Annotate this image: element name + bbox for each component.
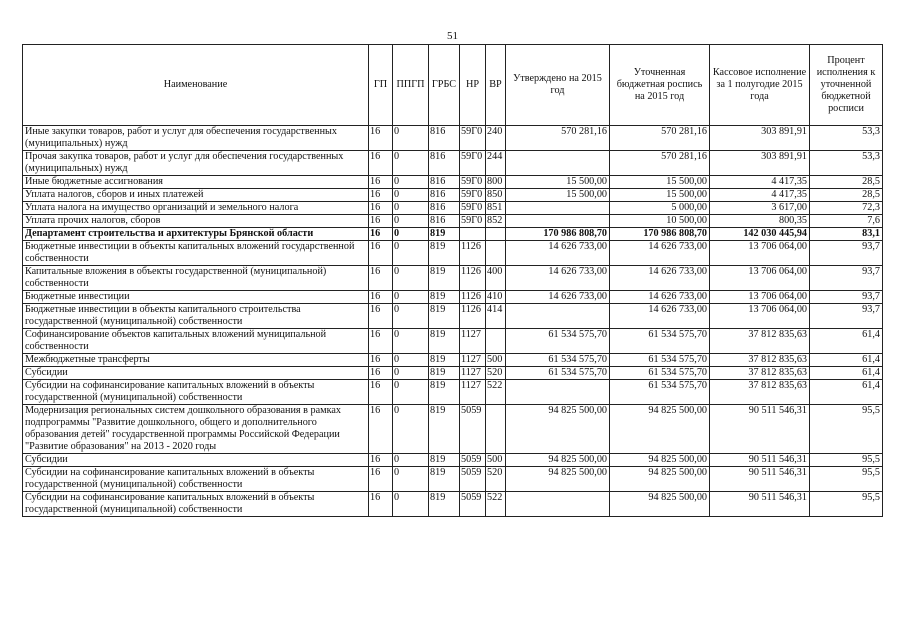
cell-vr: 520: [486, 467, 506, 492]
cell-gp: 16: [369, 189, 393, 202]
cell-approved: [506, 492, 610, 517]
cell-approved: 94 825 500,00: [506, 454, 610, 467]
cell-approved: 15 500,00: [506, 189, 610, 202]
cell-ppgp: 0: [393, 380, 429, 405]
header-grbs: ГРБС: [429, 45, 460, 126]
cell-name: Модернизация региональных систем дошкольного образования в рамках подпрограммы "Развитие дошкольного, общего и дополнительного образования детей" государственной программы Российской Федерации "Развитие образования" на 2013 - 2020 годы: [23, 405, 369, 454]
cell-vr: 852: [486, 215, 506, 228]
table-row: [23, 215, 883, 228]
cell-approved: [506, 380, 610, 405]
cell-approved: 14 626 733,00: [506, 241, 610, 266]
cell-ppgp: 0: [393, 304, 429, 329]
cell-name: Софинансирование объектов капитальных вложений муниципальной собственности: [23, 329, 369, 354]
cell-cash: 90 511 546,31: [710, 454, 810, 467]
table-body: [23, 126, 883, 517]
cell-ppgp: 0: [393, 492, 429, 517]
cell-refined: 15 500,00: [610, 176, 710, 189]
cell-gp: 16: [369, 354, 393, 367]
cell-gp: 16: [369, 241, 393, 266]
cell-grbs: 819: [429, 454, 460, 467]
cell-approved: 14 626 733,00: [506, 291, 610, 304]
cell-name: Уплата прочих налогов, сборов: [23, 215, 369, 228]
cell-name: Субсидии на софинансирование капитальных вложений в объекты государственной (муниципальной) собственности: [23, 492, 369, 517]
cell-approved: 14 626 733,00: [506, 266, 610, 291]
table-row: [23, 454, 883, 467]
cell-refined: 14 626 733,00: [610, 291, 710, 304]
cell-vr: 410: [486, 291, 506, 304]
cell-cash: 13 706 064,00: [710, 304, 810, 329]
cell-gp: 16: [369, 405, 393, 454]
header-vr: ВР: [486, 45, 506, 126]
cell-nr: 5059: [460, 492, 486, 517]
cell-cash: 37 812 835,63: [710, 329, 810, 354]
cell-name: Департамент строительства и архитектуры Брянской области: [23, 228, 369, 241]
cell-percent: 83,1: [810, 228, 883, 241]
cell-name: Уплата налога на имущество организаций и земельного налога: [23, 202, 369, 215]
cell-vr: [486, 228, 506, 241]
cell-ppgp: 0: [393, 241, 429, 266]
table-row: [23, 492, 883, 517]
cell-ppgp: 0: [393, 405, 429, 454]
cell-refined: 10 500,00: [610, 215, 710, 228]
cell-refined: 170 986 808,70: [610, 228, 710, 241]
cell-gp: 16: [369, 380, 393, 405]
cell-vr: [486, 241, 506, 266]
cell-grbs: 819: [429, 367, 460, 380]
cell-percent: 95,5: [810, 467, 883, 492]
cell-nr: 1126: [460, 241, 486, 266]
table-row: [23, 354, 883, 367]
cell-nr: 1127: [460, 380, 486, 405]
cell-cash: 142 030 445,94: [710, 228, 810, 241]
cell-approved: 61 534 575,70: [506, 329, 610, 354]
cell-ppgp: 0: [393, 367, 429, 380]
table-row: [23, 189, 883, 202]
cell-name: Межбюджетные трансферты: [23, 354, 369, 367]
cell-refined: 14 626 733,00: [610, 241, 710, 266]
table-row: [23, 228, 883, 241]
cell-grbs: 819: [429, 467, 460, 492]
cell-vr: 520: [486, 367, 506, 380]
cell-refined: 94 825 500,00: [610, 492, 710, 517]
cell-nr: 5059: [460, 405, 486, 454]
cell-nr: 59Г0: [460, 215, 486, 228]
cell-percent: 72,3: [810, 202, 883, 215]
cell-nr: 1126: [460, 266, 486, 291]
cell-cash: 3 617,00: [710, 202, 810, 215]
cell-approved: 94 825 500,00: [506, 467, 610, 492]
table-row: [23, 367, 883, 380]
cell-vr: 850: [486, 189, 506, 202]
cell-nr: 59Г0: [460, 176, 486, 189]
cell-ppgp: 0: [393, 215, 429, 228]
cell-cash: 37 812 835,63: [710, 367, 810, 380]
cell-refined: 61 534 575,70: [610, 367, 710, 380]
cell-percent: 61,4: [810, 329, 883, 354]
cell-refined: 15 500,00: [610, 189, 710, 202]
cell-name: Иные бюджетные ассигнования: [23, 176, 369, 189]
cell-gp: 16: [369, 228, 393, 241]
cell-percent: 95,5: [810, 454, 883, 467]
table-row: [23, 241, 883, 266]
cell-grbs: 816: [429, 151, 460, 176]
cell-grbs: 819: [429, 492, 460, 517]
cell-nr: 59Г0: [460, 126, 486, 151]
cell-ppgp: 0: [393, 202, 429, 215]
cell-approved: 61 534 575,70: [506, 354, 610, 367]
cell-vr: 400: [486, 266, 506, 291]
cell-percent: 95,5: [810, 492, 883, 517]
cell-grbs: 819: [429, 266, 460, 291]
cell-grbs: 819: [429, 405, 460, 454]
table-row: [23, 202, 883, 215]
table-row: [23, 329, 883, 354]
cell-name: Прочая закупка товаров, работ и услуг для обеспечения государственных (муниципальных) нужд: [23, 151, 369, 176]
cell-approved: [506, 151, 610, 176]
cell-grbs: 816: [429, 215, 460, 228]
cell-name: Иные закупки товаров, работ и услуг для обеспечения государственных (муниципальных) нужд: [23, 126, 369, 151]
cell-nr: 1126: [460, 291, 486, 304]
cell-percent: 28,5: [810, 176, 883, 189]
cell-percent: 93,7: [810, 304, 883, 329]
table-row: [23, 380, 883, 405]
cell-name: Субсидии: [23, 367, 369, 380]
cell-percent: 61,4: [810, 367, 883, 380]
cell-nr: 1127: [460, 367, 486, 380]
cell-approved: 170 986 808,70: [506, 228, 610, 241]
cell-cash: 13 706 064,00: [710, 266, 810, 291]
cell-name: Субсидии на софинансирование капитальных вложений в объекты государственной (муниципальной) собственности: [23, 380, 369, 405]
cell-cash: 800,35: [710, 215, 810, 228]
cell-refined: 94 825 500,00: [610, 454, 710, 467]
cell-nr: 1127: [460, 354, 486, 367]
cell-ppgp: 0: [393, 151, 429, 176]
header-approved: Утверждено на 2015 год: [506, 45, 610, 126]
cell-ppgp: 0: [393, 126, 429, 151]
cell-grbs: 816: [429, 126, 460, 151]
cell-cash: 4 417,35: [710, 189, 810, 202]
header-percent: Процент исполнения к уточненной бюджетной росписи: [810, 45, 883, 126]
cell-ppgp: 0: [393, 176, 429, 189]
cell-name: Бюджетные инвестиции: [23, 291, 369, 304]
cell-grbs: 816: [429, 189, 460, 202]
cell-gp: 16: [369, 492, 393, 517]
cell-percent: 28,5: [810, 189, 883, 202]
cell-cash: 90 511 546,31: [710, 492, 810, 517]
cell-cash: 37 812 835,63: [710, 354, 810, 367]
cell-vr: 851: [486, 202, 506, 215]
cell-approved: 61 534 575,70: [506, 367, 610, 380]
cell-ppgp: 0: [393, 189, 429, 202]
cell-grbs: 819: [429, 380, 460, 405]
cell-nr: 59Г0: [460, 189, 486, 202]
cell-name: Уплата налогов, сборов и иных платежей: [23, 189, 369, 202]
table-row: [23, 176, 883, 189]
cell-gp: 16: [369, 454, 393, 467]
cell-vr: [486, 329, 506, 354]
cell-approved: 94 825 500,00: [506, 405, 610, 454]
cell-refined: 94 825 500,00: [610, 405, 710, 454]
header-name: Наименование: [23, 45, 369, 126]
table-row: [23, 151, 883, 176]
cell-ppgp: 0: [393, 329, 429, 354]
header-refined: Уточненная бюджетная роспись на 2015 год: [610, 45, 710, 126]
cell-percent: 95,5: [810, 405, 883, 454]
cell-name: Субсидии на софинансирование капитальных вложений в объекты государственной (муниципальной) собственности: [23, 467, 369, 492]
cell-percent: 53,3: [810, 126, 883, 151]
header-cash: Кассовое исполнение за 1 полугодие 2015 года: [710, 45, 810, 126]
cell-ppgp: 0: [393, 454, 429, 467]
cell-ppgp: 0: [393, 266, 429, 291]
cell-refined: 5 000,00: [610, 202, 710, 215]
cell-vr: 522: [486, 380, 506, 405]
cell-gp: 16: [369, 329, 393, 354]
cell-approved: 570 281,16: [506, 126, 610, 151]
cell-vr: 240: [486, 126, 506, 151]
table-row: [23, 126, 883, 151]
cell-gp: 16: [369, 304, 393, 329]
cell-vr: 414: [486, 304, 506, 329]
cell-gp: 16: [369, 367, 393, 380]
budget-table: [22, 44, 883, 517]
cell-name: Капитальные вложения в объекты государственной (муниципальной) собственности: [23, 266, 369, 291]
cell-vr: 244: [486, 151, 506, 176]
cell-grbs: 816: [429, 176, 460, 189]
cell-gp: 16: [369, 291, 393, 304]
cell-nr: 1127: [460, 329, 486, 354]
cell-cash: 303 891,91: [710, 151, 810, 176]
cell-cash: 4 417,35: [710, 176, 810, 189]
cell-name: Субсидии: [23, 454, 369, 467]
cell-refined: 14 626 733,00: [610, 304, 710, 329]
table-row: [23, 467, 883, 492]
cell-vr: 500: [486, 354, 506, 367]
cell-gp: 16: [369, 202, 393, 215]
cell-vr: [486, 405, 506, 454]
table-row: [23, 266, 883, 291]
cell-approved: 15 500,00: [506, 176, 610, 189]
header-ppgp: ППГП: [393, 45, 429, 126]
cell-percent: 93,7: [810, 241, 883, 266]
cell-grbs: 816: [429, 202, 460, 215]
header-nr: НР: [460, 45, 486, 126]
header-gp: ГП: [369, 45, 393, 126]
cell-grbs: 819: [429, 329, 460, 354]
cell-gp: 16: [369, 467, 393, 492]
cell-percent: 93,7: [810, 291, 883, 304]
cell-cash: 303 891,91: [710, 126, 810, 151]
cell-approved: [506, 304, 610, 329]
cell-ppgp: 0: [393, 228, 429, 241]
cell-grbs: 819: [429, 291, 460, 304]
cell-refined: 61 534 575,70: [610, 380, 710, 405]
cell-nr: 59Г0: [460, 202, 486, 215]
cell-ppgp: 0: [393, 467, 429, 492]
cell-gp: 16: [369, 176, 393, 189]
cell-grbs: 819: [429, 228, 460, 241]
cell-cash: 90 511 546,31: [710, 467, 810, 492]
cell-name: Бюджетные инвестиции в объекты капитального строительства государственной (муниципальной) собственности: [23, 304, 369, 329]
cell-refined: 14 626 733,00: [610, 266, 710, 291]
cell-approved: [506, 215, 610, 228]
cell-vr: 522: [486, 492, 506, 517]
cell-nr: 5059: [460, 454, 486, 467]
cell-nr: 59Г0: [460, 151, 486, 176]
cell-name: Бюджетные инвестиции в объекты капитальных вложений государственной собственности: [23, 241, 369, 266]
cell-nr: 5059: [460, 467, 486, 492]
cell-gp: 16: [369, 266, 393, 291]
cell-grbs: 819: [429, 304, 460, 329]
table-row: [23, 291, 883, 304]
cell-refined: 570 281,16: [610, 151, 710, 176]
cell-gp: 16: [369, 151, 393, 176]
cell-grbs: 819: [429, 354, 460, 367]
table-row: [23, 405, 883, 454]
cell-cash: 90 511 546,31: [710, 405, 810, 454]
cell-gp: 16: [369, 126, 393, 151]
cell-refined: 94 825 500,00: [610, 467, 710, 492]
cell-ppgp: 0: [393, 354, 429, 367]
cell-vr: 800: [486, 176, 506, 189]
cell-percent: 93,7: [810, 266, 883, 291]
cell-approved: [506, 202, 610, 215]
cell-grbs: 819: [429, 241, 460, 266]
page-number: 51: [447, 30, 458, 42]
cell-percent: 61,4: [810, 380, 883, 405]
cell-cash: 13 706 064,00: [710, 241, 810, 266]
cell-nr: [460, 228, 486, 241]
cell-refined: 61 534 575,70: [610, 354, 710, 367]
cell-refined: 61 534 575,70: [610, 329, 710, 354]
cell-ppgp: 0: [393, 291, 429, 304]
cell-gp: 16: [369, 215, 393, 228]
cell-nr: 1126: [460, 304, 486, 329]
cell-percent: 61,4: [810, 354, 883, 367]
cell-cash: 37 812 835,63: [710, 380, 810, 405]
cell-percent: 53,3: [810, 151, 883, 176]
cell-percent: 7,6: [810, 215, 883, 228]
header-row: [23, 45, 883, 126]
cell-refined: 570 281,16: [610, 126, 710, 151]
cell-cash: 13 706 064,00: [710, 291, 810, 304]
table-row: [23, 304, 883, 329]
cell-vr: 500: [486, 454, 506, 467]
